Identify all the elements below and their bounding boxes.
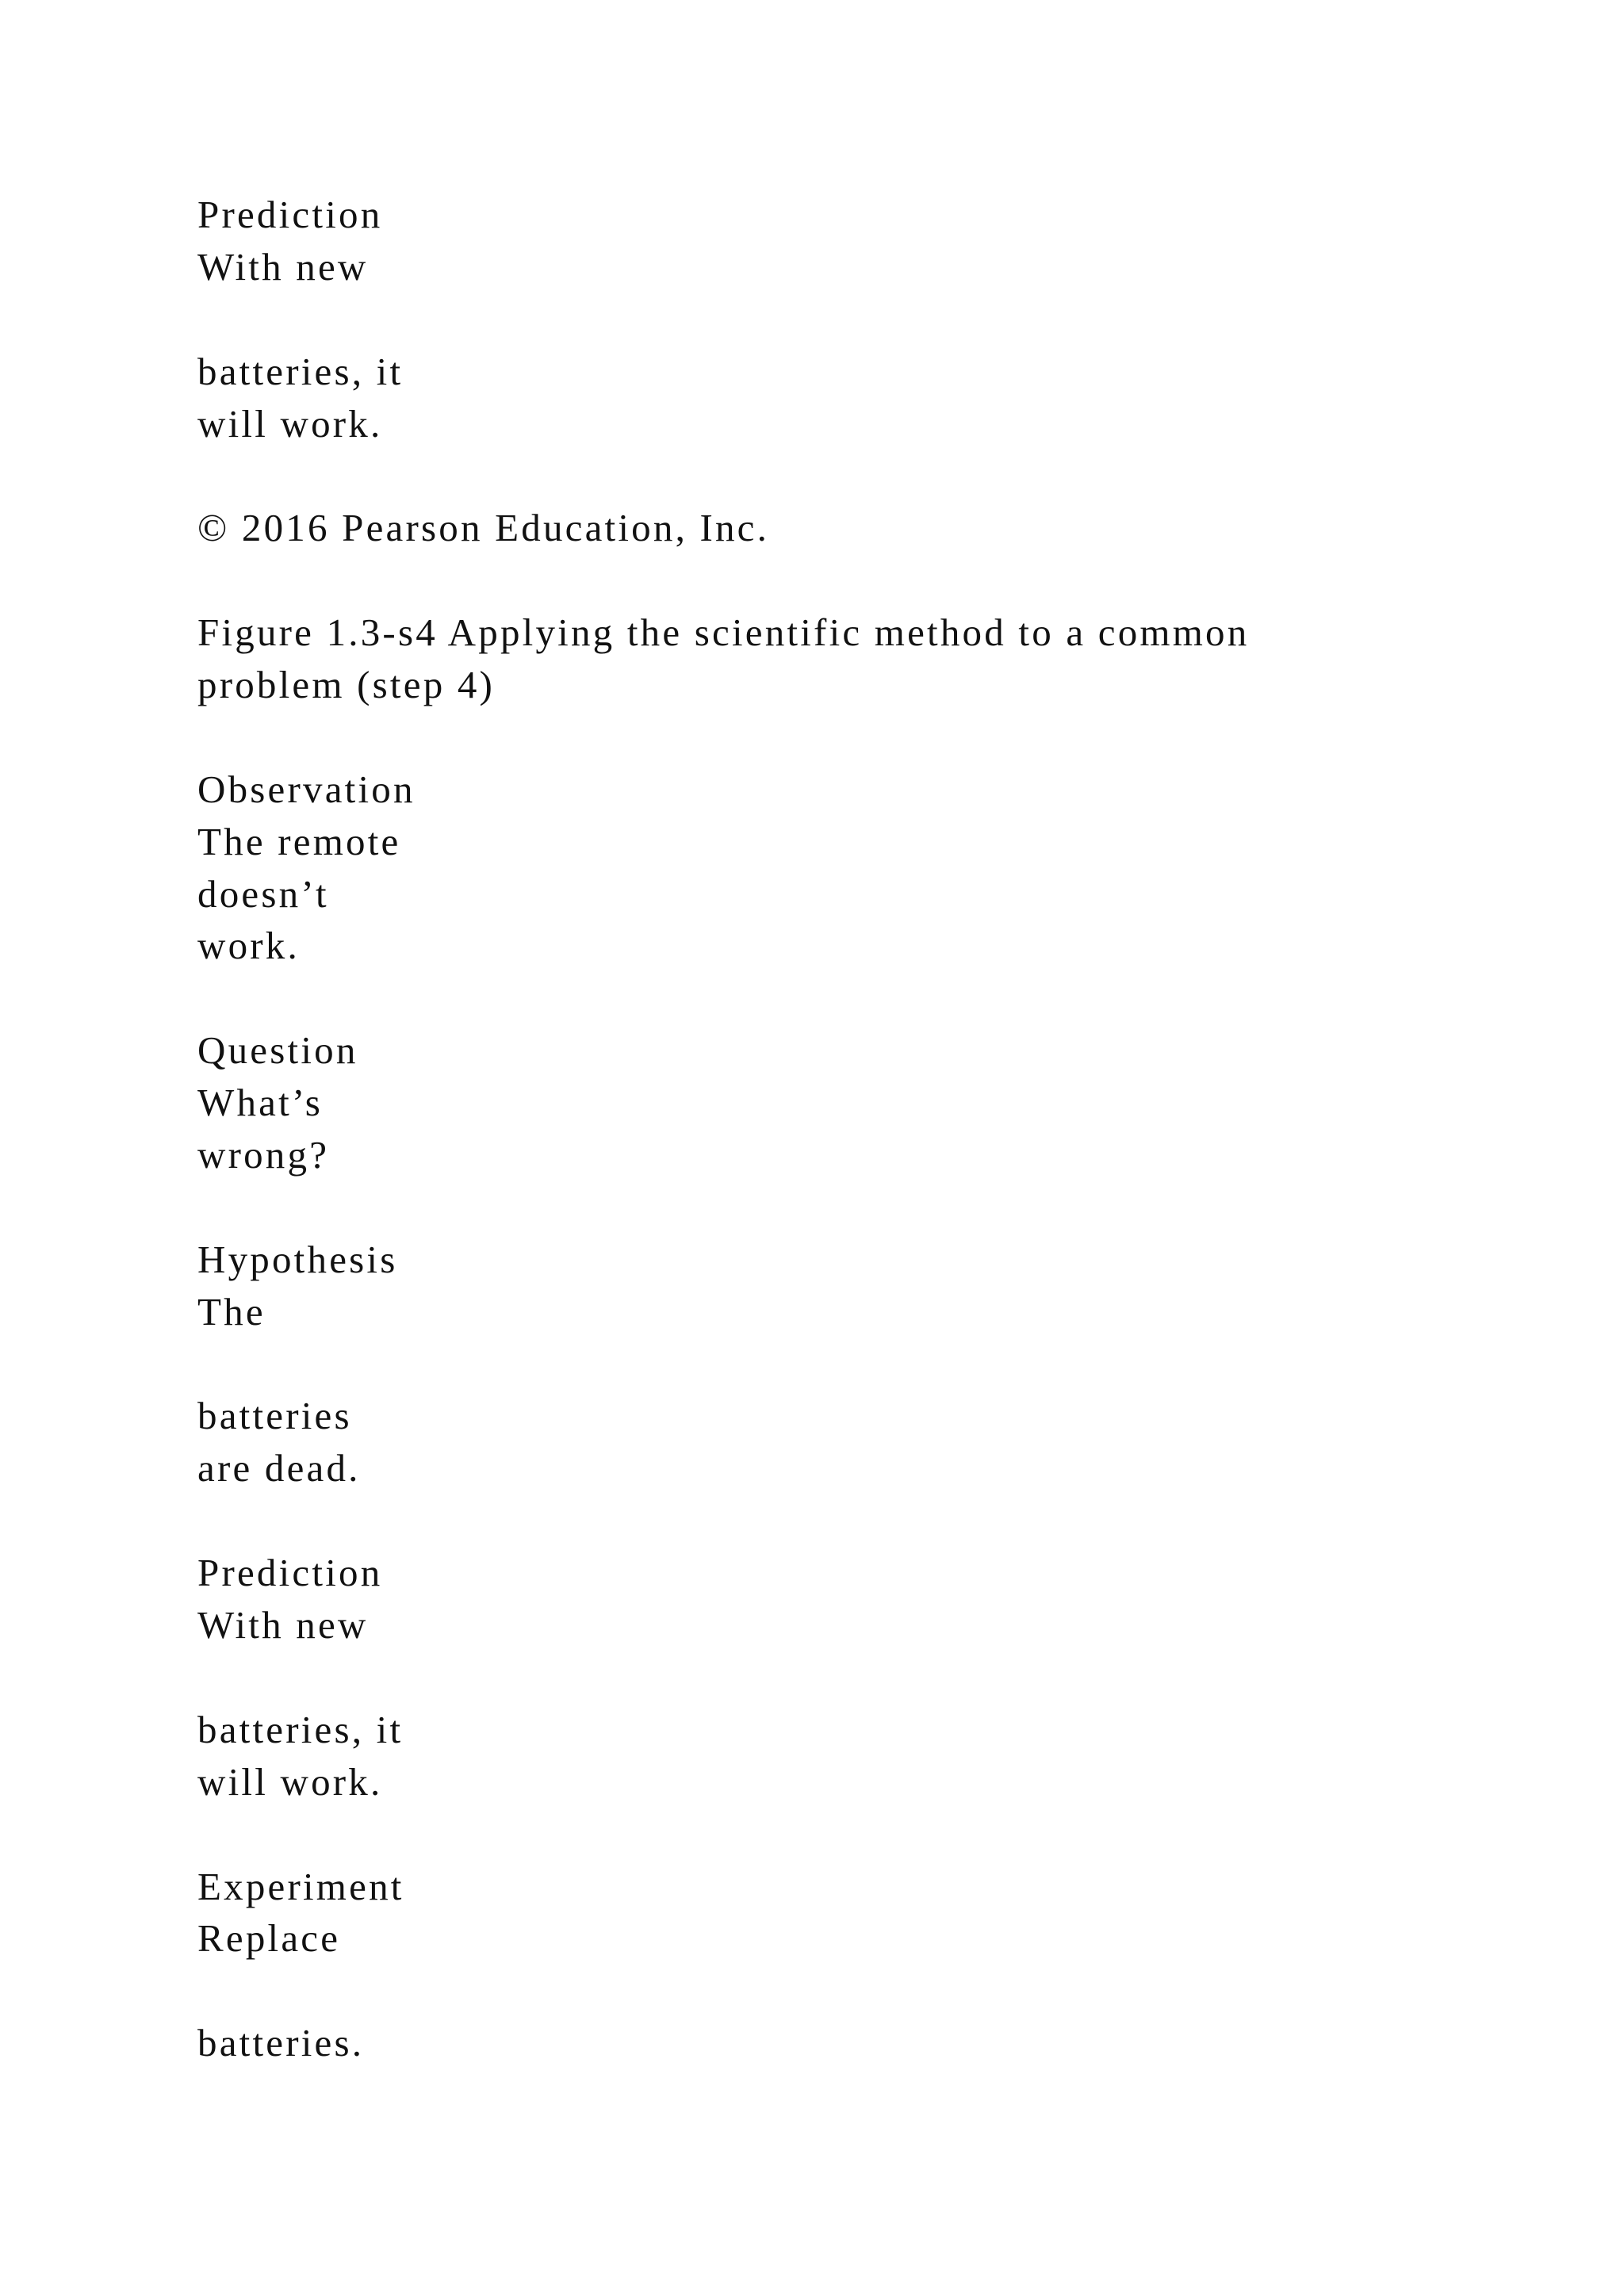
text-line: are dead. [197, 1446, 361, 1490]
blank-line [197, 293, 1545, 346]
blank-line [197, 1965, 1545, 2017]
text-line: Observation [197, 767, 416, 811]
blank-line [197, 1494, 1545, 1547]
text-line: work. [197, 924, 300, 968]
text-line: batteries. [197, 2021, 365, 2065]
blank-line [197, 1338, 1545, 1391]
text-line: doesn’t [197, 871, 329, 916]
text-line: batteries [197, 1394, 352, 1438]
text-line: Replace [197, 1916, 341, 1961]
text-line: will work. [197, 401, 383, 446]
document-text [197, 189, 1545, 2069]
blank-line [197, 972, 1545, 1024]
text-line: Prediction [197, 1551, 383, 1595]
text-line: With new [197, 244, 369, 289]
text-line: Prediction [197, 193, 383, 236]
blank-line [197, 1651, 1545, 1704]
text-line: The remote [197, 819, 401, 863]
text-line: Question [197, 1028, 358, 1073]
text-line: Hypothesis [197, 1237, 398, 1281]
text-line: batteries, it [197, 1707, 404, 1751]
text-line: will work. [197, 1759, 383, 1804]
blank-line [197, 554, 1545, 607]
text-line: Experiment [197, 1864, 404, 1908]
copyright-line: © 2016 Pearson Education, Inc. [197, 506, 770, 550]
text-line: The [197, 1289, 266, 1334]
text-line: With new [197, 1603, 369, 1647]
text-line: batteries, it [197, 349, 404, 393]
blank-line [197, 1181, 1545, 1234]
figure-caption: Figure 1.3-s4 Applying the scientific method to a common [197, 610, 1250, 655]
text-line: wrong? [197, 1133, 330, 1177]
blank-line [197, 450, 1545, 502]
blank-line [197, 1808, 1545, 1861]
text-line: What’s [197, 1081, 323, 1125]
blank-line [197, 711, 1545, 763]
figure-caption: problem (step 4) [197, 663, 496, 707]
